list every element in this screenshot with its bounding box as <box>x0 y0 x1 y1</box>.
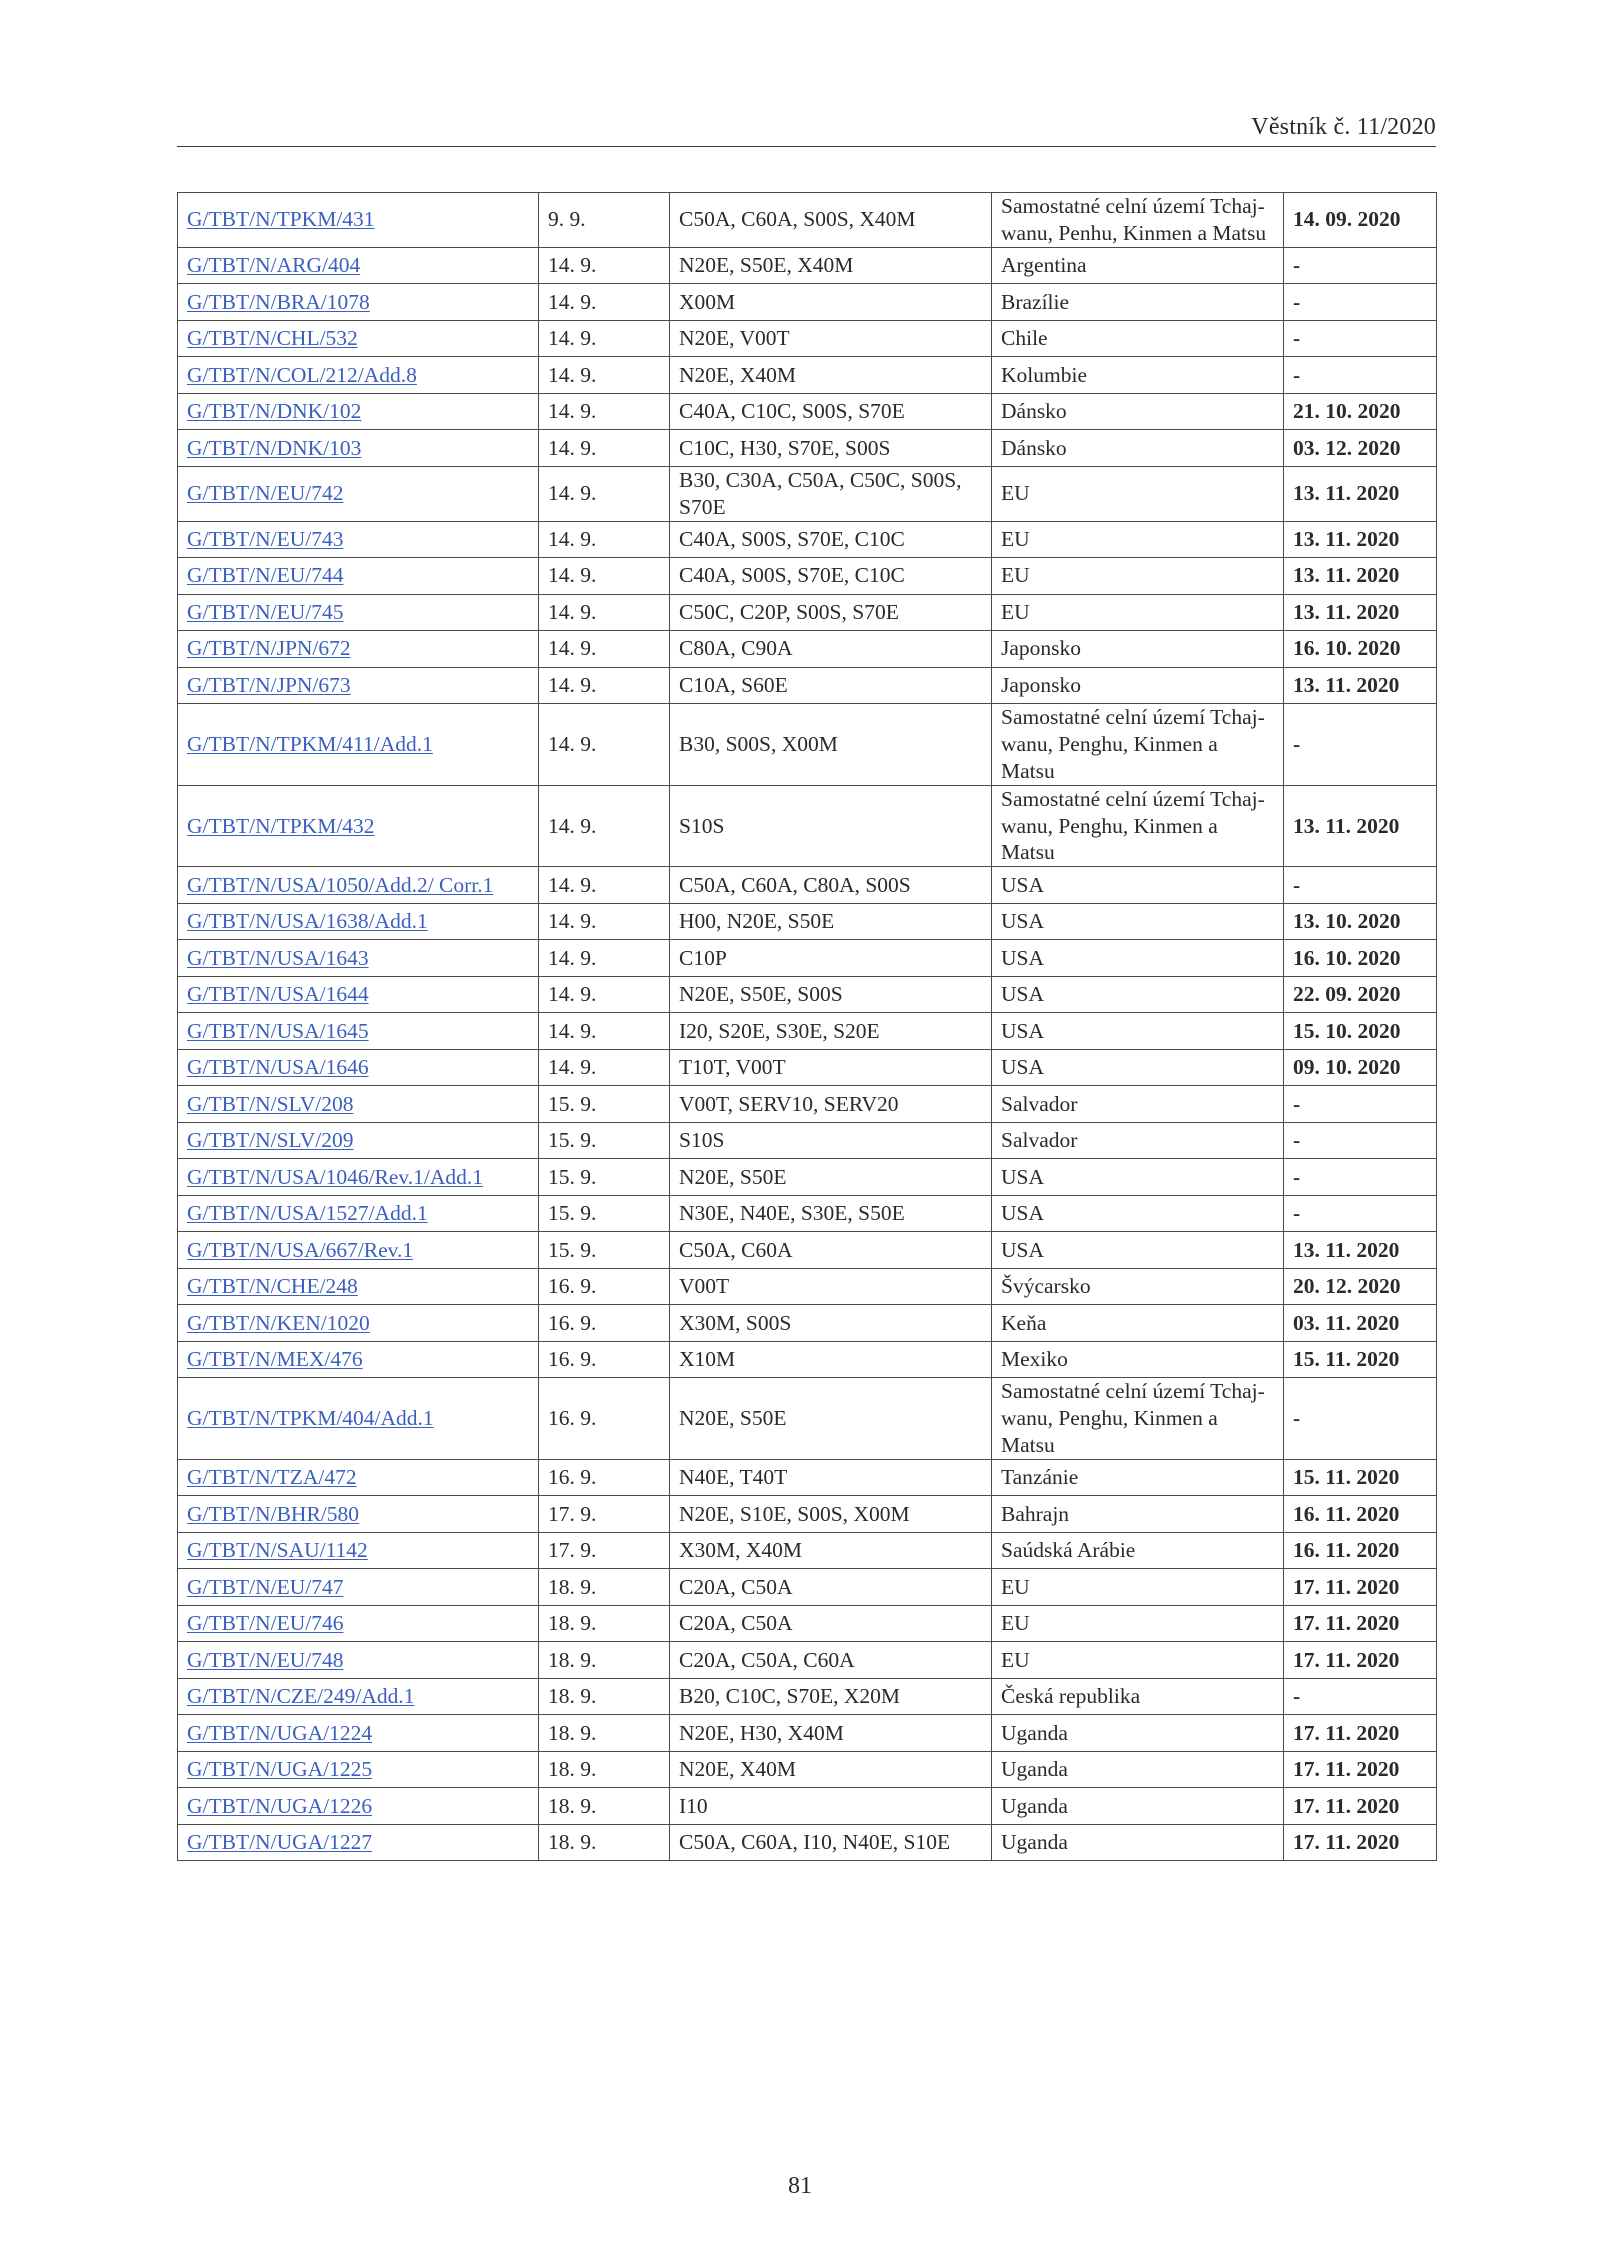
notification-link[interactable]: G/TBT/N/CZE/249/Add.1 <box>187 1684 415 1709</box>
notification-date-cell: 14. 9. <box>539 667 670 704</box>
icc-codes-cell: C20A, C50A <box>670 1569 992 1606</box>
icc-codes-cell: N30E, N40E, S30E, S50E <box>670 1195 992 1232</box>
notifying-member-cell: Dánsko <box>992 430 1284 467</box>
notification-link[interactable]: G/TBT/N/TPKM/431 <box>187 207 375 232</box>
notification-link[interactable]: G/TBT/N/UGA/1227 <box>187 1830 373 1855</box>
notification-link[interactable]: G/TBT/N/JPN/673 <box>187 672 351 697</box>
notifying-member-cell: EU <box>992 466 1284 521</box>
notification-code-cell <box>178 785 539 867</box>
notifying-member-cell: USA <box>992 1232 1284 1269</box>
notification-code-cell <box>178 1532 539 1569</box>
notifying-member-cell: Uganda <box>992 1788 1284 1825</box>
notifying-member-cell: USA <box>992 940 1284 977</box>
table-row <box>178 1195 1437 1232</box>
icc-codes-cell: C50A, C60A <box>670 1232 992 1269</box>
notifying-member-cell: Argentina <box>992 247 1284 284</box>
notification-link[interactable]: G/TBT/N/EU/748 <box>187 1647 344 1672</box>
icc-codes-cell: S10S <box>670 1122 992 1159</box>
notification-code-cell <box>178 1086 539 1123</box>
notification-link[interactable]: G/TBT/N/BRA/1078 <box>187 289 370 314</box>
notification-code-cell <box>178 430 539 467</box>
notifying-member-cell: Uganda <box>992 1715 1284 1752</box>
notification-date-cell: 14. 9. <box>539 320 670 357</box>
notifying-member-cell: USA <box>992 903 1284 940</box>
table-row <box>178 1341 1437 1378</box>
comment-deadline-cell: 15. 11. 2020 <box>1284 1341 1437 1378</box>
comment-deadline-cell: 15. 10. 2020 <box>1284 1013 1437 1050</box>
table-row <box>178 903 1437 940</box>
notifying-member-cell: Salvador <box>992 1086 1284 1123</box>
icc-codes-cell: C20A, C50A, C60A <box>670 1642 992 1679</box>
icc-codes-cell: X00M <box>670 284 992 321</box>
comment-deadline-cell: 17. 11. 2020 <box>1284 1569 1437 1606</box>
notification-link[interactable]: G/TBT/N/EU/743 <box>187 526 344 551</box>
notifying-member-cell: USA <box>992 1195 1284 1232</box>
table-row <box>178 976 1437 1013</box>
notification-date-cell: 14. 9. <box>539 430 670 467</box>
icc-codes-cell: B20, C10C, S70E, X20M <box>670 1678 992 1715</box>
page-number: 81 <box>788 2173 812 2199</box>
table-row <box>178 1268 1437 1305</box>
journal-issue-title: Věstník č. 11/2020 <box>1251 114 1436 140</box>
icc-codes-cell: I20, S20E, S30E, S20E <box>670 1013 992 1050</box>
icc-codes-cell: N20E, V00T <box>670 320 992 357</box>
header-divider <box>177 146 1436 147</box>
notification-link[interactable]: G/TBT/N/EU/745 <box>187 599 344 624</box>
notification-code-cell <box>178 1678 539 1715</box>
notification-date-cell: 18. 9. <box>539 1642 670 1679</box>
table-row <box>178 320 1437 357</box>
notifying-member-cell: USA <box>992 867 1284 904</box>
icc-codes-cell: N20E, X40M <box>670 357 992 394</box>
notification-date-cell: 16. 9. <box>539 1459 670 1496</box>
notifying-member-cell: USA <box>992 976 1284 1013</box>
notifying-member-cell: USA <box>992 1049 1284 1086</box>
notification-code-cell <box>178 667 539 704</box>
notification-code-cell <box>178 393 539 430</box>
icc-codes-cell: N20E, S50E, X40M <box>670 247 992 284</box>
table-row <box>178 1459 1437 1496</box>
notification-link[interactable]: G/TBT/N/TPKM/404/Add.1 <box>187 1406 434 1431</box>
table-row <box>178 1159 1437 1196</box>
table-row <box>178 1715 1437 1752</box>
comment-deadline-cell: - <box>1284 1195 1437 1232</box>
table-row <box>178 1824 1437 1861</box>
notification-date-cell: 14. 9. <box>539 631 670 668</box>
notification-date-cell: 14. 9. <box>539 357 670 394</box>
notification-date-cell: 15. 9. <box>539 1195 670 1232</box>
notification-date-cell: 14. 9. <box>539 284 670 321</box>
notification-code-cell <box>178 1049 539 1086</box>
comment-deadline-cell: 16. 10. 2020 <box>1284 631 1437 668</box>
notification-code-cell <box>178 1378 539 1460</box>
notification-date-cell: 14. 9. <box>539 867 670 904</box>
notifying-member-cell: Česká republika <box>992 1678 1284 1715</box>
table-row <box>178 1378 1437 1460</box>
comment-deadline-cell: - <box>1284 1378 1437 1460</box>
notifying-member-cell: Chile <box>992 320 1284 357</box>
notifying-member-cell: USA <box>992 1013 1284 1050</box>
table-row <box>178 521 1437 558</box>
icc-codes-cell: C40A, S00S, S70E, C10C <box>670 558 992 595</box>
icc-codes-cell: X30M, S00S <box>670 1305 992 1342</box>
notification-code-cell <box>178 1569 539 1606</box>
notification-code-cell <box>178 466 539 521</box>
table-row <box>178 594 1437 631</box>
notification-code-cell <box>178 357 539 394</box>
icc-codes-cell: B30, C30A, C50A, C50C, S00S, S70E <box>670 466 992 521</box>
notification-date-cell: 14. 9. <box>539 247 670 284</box>
comment-deadline-cell: 16. 11. 2020 <box>1284 1532 1437 1569</box>
notification-code-cell <box>178 1341 539 1378</box>
notification-date-cell: 14. 9. <box>539 558 670 595</box>
notification-link[interactable]: G/TBT/N/UGA/1226 <box>187 1793 373 1818</box>
notifying-member-cell: Japonsko <box>992 667 1284 704</box>
notification-link[interactable]: G/TBT/N/USA/1646 <box>187 1055 369 1080</box>
comment-deadline-cell: - <box>1284 704 1437 786</box>
notification-link[interactable]: G/TBT/N/TPKM/411/Add.1 <box>187 731 433 756</box>
table-row <box>178 1788 1437 1825</box>
notification-code-cell <box>178 1305 539 1342</box>
notifying-member-cell: EU <box>992 594 1284 631</box>
notification-date-cell: 14. 9. <box>539 594 670 631</box>
icc-codes-cell: C50A, C60A, C80A, S00S <box>670 867 992 904</box>
notification-link[interactable]: G/TBT/N/SLV/209 <box>187 1128 354 1153</box>
notification-date-cell: 16. 9. <box>539 1268 670 1305</box>
table-row <box>178 940 1437 977</box>
comment-deadline-cell: 13. 11. 2020 <box>1284 466 1437 521</box>
table-row <box>178 1751 1437 1788</box>
notifications-table-body <box>178 193 1437 1861</box>
notification-date-cell: 14. 9. <box>539 704 670 786</box>
notifying-member-cell: Kolumbie <box>992 357 1284 394</box>
comment-deadline-cell: - <box>1284 1086 1437 1123</box>
notifying-member-cell: USA <box>992 1159 1284 1196</box>
notification-code-cell <box>178 1788 539 1825</box>
comment-deadline-cell: 13. 11. 2020 <box>1284 667 1437 704</box>
table-row <box>178 466 1437 521</box>
comment-deadline-cell: 17. 11. 2020 <box>1284 1642 1437 1679</box>
notification-code-cell <box>178 284 539 321</box>
notifying-member-cell: Samostatné celní území Tchaj-wanu, Penghu, Kinmen a Matsu <box>992 1378 1284 1460</box>
notification-code-cell <box>178 940 539 977</box>
notification-code-cell <box>178 867 539 904</box>
comment-deadline-cell: 17. 11. 2020 <box>1284 1788 1437 1825</box>
comment-deadline-cell: 13. 11. 2020 <box>1284 1232 1437 1269</box>
notification-date-cell: 18. 9. <box>539 1569 670 1606</box>
comment-deadline-cell: 16. 10. 2020 <box>1284 940 1437 977</box>
comment-deadline-cell: - <box>1284 284 1437 321</box>
notification-code-cell <box>178 1159 539 1196</box>
icc-codes-cell: N20E, S50E, S00S <box>670 976 992 1013</box>
notifying-member-cell: Uganda <box>992 1824 1284 1861</box>
notification-code-cell <box>178 247 539 284</box>
notification-date-cell: 14. 9. <box>539 1049 670 1086</box>
notification-date-cell: 15. 9. <box>539 1232 670 1269</box>
notification-date-cell: 9. 9. <box>539 193 670 248</box>
icc-codes-cell: C10C, H30, S70E, S00S <box>670 430 992 467</box>
table-row <box>178 631 1437 668</box>
table-row <box>178 247 1437 284</box>
notification-link[interactable]: G/TBT/N/DNK/103 <box>187 435 362 460</box>
notifying-member-cell: EU <box>992 1605 1284 1642</box>
notification-code-cell <box>178 903 539 940</box>
icc-codes-cell: B30, S00S, X00M <box>670 704 992 786</box>
notification-link[interactable]: G/TBT/N/USA/1050/Add.2/ Corr.1 <box>187 872 494 897</box>
notification-link[interactable]: G/TBT/N/DNK/102 <box>187 399 362 424</box>
table-row <box>178 1496 1437 1533</box>
notification-link[interactable]: G/TBT/N/EU/742 <box>187 481 344 506</box>
notification-link[interactable]: G/TBT/N/USA/1638/Add.1 <box>187 909 428 934</box>
notification-link[interactable]: G/TBT/N/TZA/472 <box>187 1465 357 1490</box>
comment-deadline-cell: 13. 10. 2020 <box>1284 903 1437 940</box>
notification-date-cell: 18. 9. <box>539 1715 670 1752</box>
notification-code-cell <box>178 193 539 248</box>
notification-date-cell: 14. 9. <box>539 1013 670 1050</box>
table-row <box>178 558 1437 595</box>
notification-link[interactable]: G/TBT/N/USA/1527/Add.1 <box>187 1201 428 1226</box>
notification-date-cell: 14. 9. <box>539 393 670 430</box>
notifying-member-cell: Uganda <box>992 1751 1284 1788</box>
notification-code-cell <box>178 594 539 631</box>
notification-link[interactable]: G/TBT/N/MEX/476 <box>187 1347 363 1372</box>
notification-date-cell: 15. 9. <box>539 1122 670 1159</box>
notification-link[interactable]: G/TBT/N/CHE/248 <box>187 1274 358 1299</box>
notifying-member-cell: Tanzánie <box>992 1459 1284 1496</box>
notification-code-cell <box>178 1715 539 1752</box>
notifying-member-cell: Keňa <box>992 1305 1284 1342</box>
comment-deadline-cell: 03. 11. 2020 <box>1284 1305 1437 1342</box>
notification-code-cell <box>178 1459 539 1496</box>
notifying-member-cell: Švýcarsko <box>992 1268 1284 1305</box>
notification-code-cell <box>178 1496 539 1533</box>
notification-date-cell: 14. 9. <box>539 521 670 558</box>
notifying-member-cell: EU <box>992 521 1284 558</box>
notification-link[interactable]: G/TBT/N/EU/744 <box>187 563 344 588</box>
icc-codes-cell: C20A, C50A <box>670 1605 992 1642</box>
table-row <box>178 1642 1437 1679</box>
comment-deadline-cell: 13. 11. 2020 <box>1284 594 1437 631</box>
table-row <box>178 284 1437 321</box>
notification-link[interactable]: G/TBT/N/ARG/404 <box>187 253 361 278</box>
table-row <box>178 1678 1437 1715</box>
notification-link[interactable]: G/TBT/N/COL/212/Add.8 <box>187 362 417 387</box>
comment-deadline-cell: 16. 11. 2020 <box>1284 1496 1437 1533</box>
comment-deadline-cell: - <box>1284 1678 1437 1715</box>
icc-codes-cell: N20E, S10E, S00S, X00M <box>670 1496 992 1533</box>
notification-code-cell <box>178 1232 539 1269</box>
notification-link[interactable]: G/TBT/N/USA/667/Rev.1 <box>187 1237 414 1262</box>
comment-deadline-cell: - <box>1284 1159 1437 1196</box>
comment-deadline-cell: 17. 11. 2020 <box>1284 1824 1437 1861</box>
icc-codes-cell: V00T <box>670 1268 992 1305</box>
notifying-member-cell: EU <box>992 1569 1284 1606</box>
notification-code-cell <box>178 704 539 786</box>
table-row <box>178 1605 1437 1642</box>
notification-link[interactable]: G/TBT/N/USA/1645 <box>187 1018 369 1043</box>
icc-codes-cell: H00, N20E, S50E <box>670 903 992 940</box>
comment-deadline-cell: 15. 11. 2020 <box>1284 1459 1437 1496</box>
notification-date-cell: 14. 9. <box>539 903 670 940</box>
table-row <box>178 193 1437 248</box>
icc-codes-cell: N20E, S50E <box>670 1159 992 1196</box>
icc-codes-cell: C50C, C20P, S00S, S70E <box>670 594 992 631</box>
icc-codes-cell: N20E, X40M <box>670 1751 992 1788</box>
notification-date-cell: 15. 9. <box>539 1086 670 1123</box>
notification-code-cell <box>178 976 539 1013</box>
notification-date-cell: 16. 9. <box>539 1378 670 1460</box>
icc-codes-cell: C10P <box>670 940 992 977</box>
comment-deadline-cell: 21. 10. 2020 <box>1284 393 1437 430</box>
notifying-member-cell: EU <box>992 558 1284 595</box>
icc-codes-cell: C40A, S00S, S70E, C10C <box>670 521 992 558</box>
notification-date-cell: 15. 9. <box>539 1159 670 1196</box>
comment-deadline-cell: 17. 11. 2020 <box>1284 1715 1437 1752</box>
notifying-member-cell: Samostatné celní území Tchaj-wanu, Penghu, Kinmen a Matsu <box>992 785 1284 867</box>
notification-date-cell: 18. 9. <box>539 1824 670 1861</box>
notification-date-cell: 17. 9. <box>539 1532 670 1569</box>
notification-link[interactable]: G/TBT/N/EU/747 <box>187 1574 344 1599</box>
table-row <box>178 785 1437 867</box>
notification-link[interactable]: G/TBT/N/UGA/1224 <box>187 1720 373 1745</box>
comment-deadline-cell: 14. 09. 2020 <box>1284 193 1437 248</box>
comment-deadline-cell: 17. 11. 2020 <box>1284 1751 1437 1788</box>
notification-code-cell <box>178 1013 539 1050</box>
table-row <box>178 1086 1437 1123</box>
notification-code-cell <box>178 1824 539 1861</box>
comment-deadline-cell: 17. 11. 2020 <box>1284 1605 1437 1642</box>
notifying-member-cell: Japonsko <box>992 631 1284 668</box>
notification-date-cell: 17. 9. <box>539 1496 670 1533</box>
table-row <box>178 1569 1437 1606</box>
comment-deadline-cell: 03. 12. 2020 <box>1284 430 1437 467</box>
notification-date-cell: 14. 9. <box>539 785 670 867</box>
notification-link[interactable]: G/TBT/N/EU/746 <box>187 1611 344 1636</box>
table-row <box>178 867 1437 904</box>
notifying-member-cell: Dánsko <box>992 393 1284 430</box>
table-row <box>178 1122 1437 1159</box>
notification-code-cell <box>178 1195 539 1232</box>
table-row <box>178 1013 1437 1050</box>
notifying-member-cell: Saúdská Arábie <box>992 1532 1284 1569</box>
comment-deadline-cell: - <box>1284 357 1437 394</box>
comment-deadline-cell: 22. 09. 2020 <box>1284 976 1437 1013</box>
icc-codes-cell: C10A, S60E <box>670 667 992 704</box>
notification-code-cell <box>178 631 539 668</box>
comment-deadline-cell: 20. 12. 2020 <box>1284 1268 1437 1305</box>
notification-code-cell <box>178 320 539 357</box>
notification-code-cell <box>178 1605 539 1642</box>
notification-date-cell: 14. 9. <box>539 466 670 521</box>
notification-code-cell <box>178 1642 539 1679</box>
notification-link[interactable]: G/TBT/N/SLV/208 <box>187 1091 354 1116</box>
table-row <box>178 430 1437 467</box>
notification-date-cell: 14. 9. <box>539 976 670 1013</box>
table-row <box>178 1305 1437 1342</box>
notifying-member-cell: Bahrajn <box>992 1496 1284 1533</box>
icc-codes-cell: X10M <box>670 1341 992 1378</box>
notification-date-cell: 16. 9. <box>539 1305 670 1342</box>
comment-deadline-cell: - <box>1284 1122 1437 1159</box>
table-row <box>178 393 1437 430</box>
icc-codes-cell: N20E, H30, X40M <box>670 1715 992 1752</box>
notification-link[interactable]: G/TBT/N/CHL/532 <box>187 326 358 351</box>
comment-deadline-cell: - <box>1284 247 1437 284</box>
icc-codes-cell: X30M, X40M <box>670 1532 992 1569</box>
notifications-table <box>177 192 1437 1861</box>
notification-link[interactable]: G/TBT/N/USA/1644 <box>187 982 369 1007</box>
comment-deadline-cell: - <box>1284 320 1437 357</box>
icc-codes-cell: V00T, SERV10, SERV20 <box>670 1086 992 1123</box>
notification-link[interactable]: G/TBT/N/UGA/1225 <box>187 1757 373 1782</box>
notification-date-cell: 18. 9. <box>539 1678 670 1715</box>
icc-codes-cell: T10T, V00T <box>670 1049 992 1086</box>
icc-codes-cell: C50A, C60A, S00S, X40M <box>670 193 992 248</box>
notification-date-cell: 14. 9. <box>539 940 670 977</box>
notification-code-cell <box>178 1268 539 1305</box>
notification-code-cell <box>178 558 539 595</box>
notifying-member-cell: EU <box>992 1642 1284 1679</box>
table-row <box>178 667 1437 704</box>
icc-codes-cell: C50A, C60A, I10, N40E, S10E <box>670 1824 992 1861</box>
notification-code-cell <box>178 1751 539 1788</box>
table-row <box>178 1049 1437 1086</box>
comment-deadline-cell: 13. 11. 2020 <box>1284 558 1437 595</box>
notification-link[interactable]: G/TBT/N/USA/1046/Rev.1/Add.1 <box>187 1164 484 1189</box>
notification-date-cell: 16. 9. <box>539 1341 670 1378</box>
notifying-member-cell: Samostatné celní území Tchaj-wanu, Penhu, Kinmen a Matsu <box>992 193 1284 248</box>
comment-deadline-cell: 09. 10. 2020 <box>1284 1049 1437 1086</box>
icc-codes-cell: C80A, C90A <box>670 631 992 668</box>
comment-deadline-cell: 13. 11. 2020 <box>1284 785 1437 867</box>
table-row <box>178 357 1437 394</box>
notifying-member-cell: Mexiko <box>992 1341 1284 1378</box>
icc-codes-cell: I10 <box>670 1788 992 1825</box>
icc-codes-cell: S10S <box>670 785 992 867</box>
notification-link[interactable]: G/TBT/N/USA/1643 <box>187 945 369 970</box>
comment-deadline-cell: - <box>1284 867 1437 904</box>
notification-code-cell <box>178 521 539 558</box>
icc-codes-cell: C40A, C10C, S00S, S70E <box>670 393 992 430</box>
notification-link[interactable]: G/TBT/N/SAU/1142 <box>187 1538 368 1563</box>
notifying-member-cell: Samostatné celní území Tchaj-wanu, Penghu, Kinmen a Matsu <box>992 704 1284 786</box>
comment-deadline-cell: 13. 11. 2020 <box>1284 521 1437 558</box>
notification-link[interactable]: G/TBT/N/JPN/672 <box>187 636 351 661</box>
table-row <box>178 1232 1437 1269</box>
notifying-member-cell: Salvador <box>992 1122 1284 1159</box>
table-row <box>178 704 1437 786</box>
notification-link[interactable]: G/TBT/N/TPKM/432 <box>187 813 375 838</box>
notifying-member-cell: Brazílie <box>992 284 1284 321</box>
notification-date-cell: 18. 9. <box>539 1751 670 1788</box>
icc-codes-cell: N20E, S50E <box>670 1378 992 1460</box>
icc-codes-cell: N40E, T40T <box>670 1459 992 1496</box>
notification-code-cell <box>178 1122 539 1159</box>
notification-date-cell: 18. 9. <box>539 1605 670 1642</box>
notification-link[interactable]: G/TBT/N/BHR/580 <box>187 1501 360 1526</box>
table-row <box>178 1532 1437 1569</box>
notification-link[interactable]: G/TBT/N/KEN/1020 <box>187 1310 370 1335</box>
notification-date-cell: 18. 9. <box>539 1788 670 1825</box>
